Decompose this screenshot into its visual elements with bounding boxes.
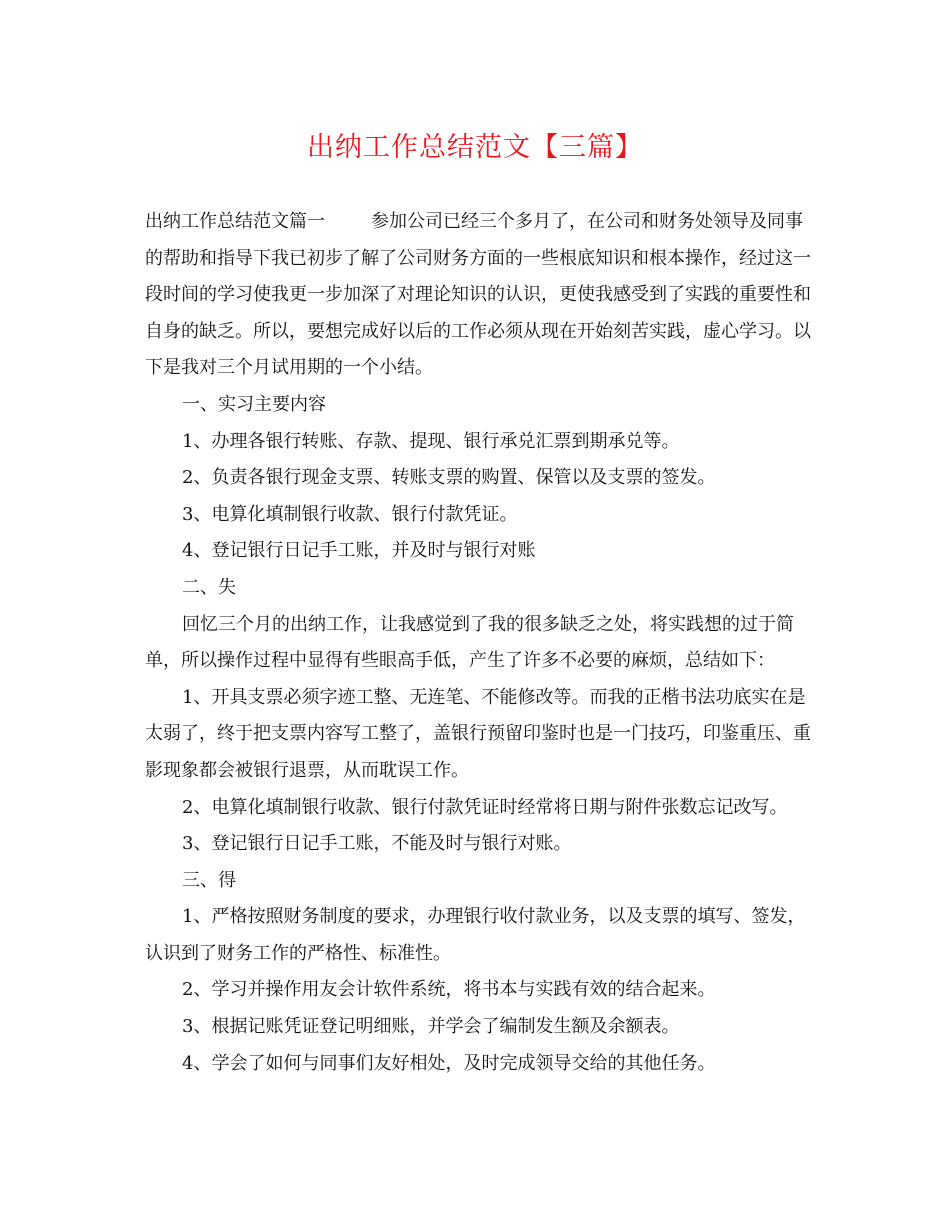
body-paragraph: 二、失 <box>182 576 236 598</box>
document-title: 出纳工作总结范文【三篇】 <box>307 132 643 163</box>
body-paragraph: 3、电算化填制银行收款、银行付款凭证。 <box>182 503 518 525</box>
body-paragraph: 1、严格按照财务制度的要求，办理银行收付款业务，以及支票的填写、签发，认识到了财务工作的严格性、标准性。 <box>145 906 806 964</box>
body-paragraph: 2、学习并操作用友会计软件系统，将书本与实践有效的结合起来。 <box>182 979 716 1001</box>
intro-text: 参加公司已经三个多月了，在公司和财务处领导及同事的帮助和指导下我已初步了解了公司财务方面的一些根底知识和根本操作，经过这一段时间的学习使我更一步加深了对理论知识的认识，更使我感受到了实践的重要性和自身的缺乏。所以，要想完成好以后的工作必须从现在开始刻苦实践，虚心学习。以下是我对三个月试用期的一个小结。 <box>145 211 811 379</box>
body-paragraph: 4、学会了如何与同事们友好相处，及时完成领导交给的其他任务。 <box>182 1052 716 1074</box>
body-paragraph: 1、开具支票必须字迹工整、无连笔、不能修改等。而我的正楷书法功底实在是太弱了，终于把支票内容写工整了，盖银行预留印鉴时也是一门技巧，印鉴重压、重影现象都会被银行退票，从而耽误工作。 <box>145 686 811 781</box>
body-paragraph: 回忆三个月的出纳工作，让我感觉到了我的很多缺乏之处，将实践想的过于简单，所以操作过程中显得有些眼高手低，产生了许多不必要的麻烦，总结如下： <box>145 613 794 672</box>
body-paragraph: 3、登记银行日记手工账，不能及时与银行对账。 <box>182 833 572 855</box>
intro-paragraph <box>145 204 813 387</box>
body-paragraph: 一、实习主要内容 <box>182 393 326 415</box>
body-paragraph: 2、负责各银行现金支票、转账支票的购置、保管以及支票的签发。 <box>182 467 716 489</box>
body-paragraph: 2、电算化填制银行收款、银行付款凭证时经常将日期与附件张数忘记改写。 <box>182 796 788 818</box>
body-paragraph: 4、登记银行日记手工账，并及时与银行对账 <box>182 540 536 562</box>
body-paragraph: 三、得 <box>182 869 236 891</box>
document-body <box>145 204 813 1082</box>
intro-lead: 出纳工作总结范文篇一 <box>145 211 325 232</box>
body-paragraph: 3、根据记账凭证登记明细账，并学会了编制发生额及余额表。 <box>182 1016 680 1038</box>
body-paragraph: 1、办理各银行转账、存款、提现、银行承兑汇票到期承兑等。 <box>182 430 680 452</box>
